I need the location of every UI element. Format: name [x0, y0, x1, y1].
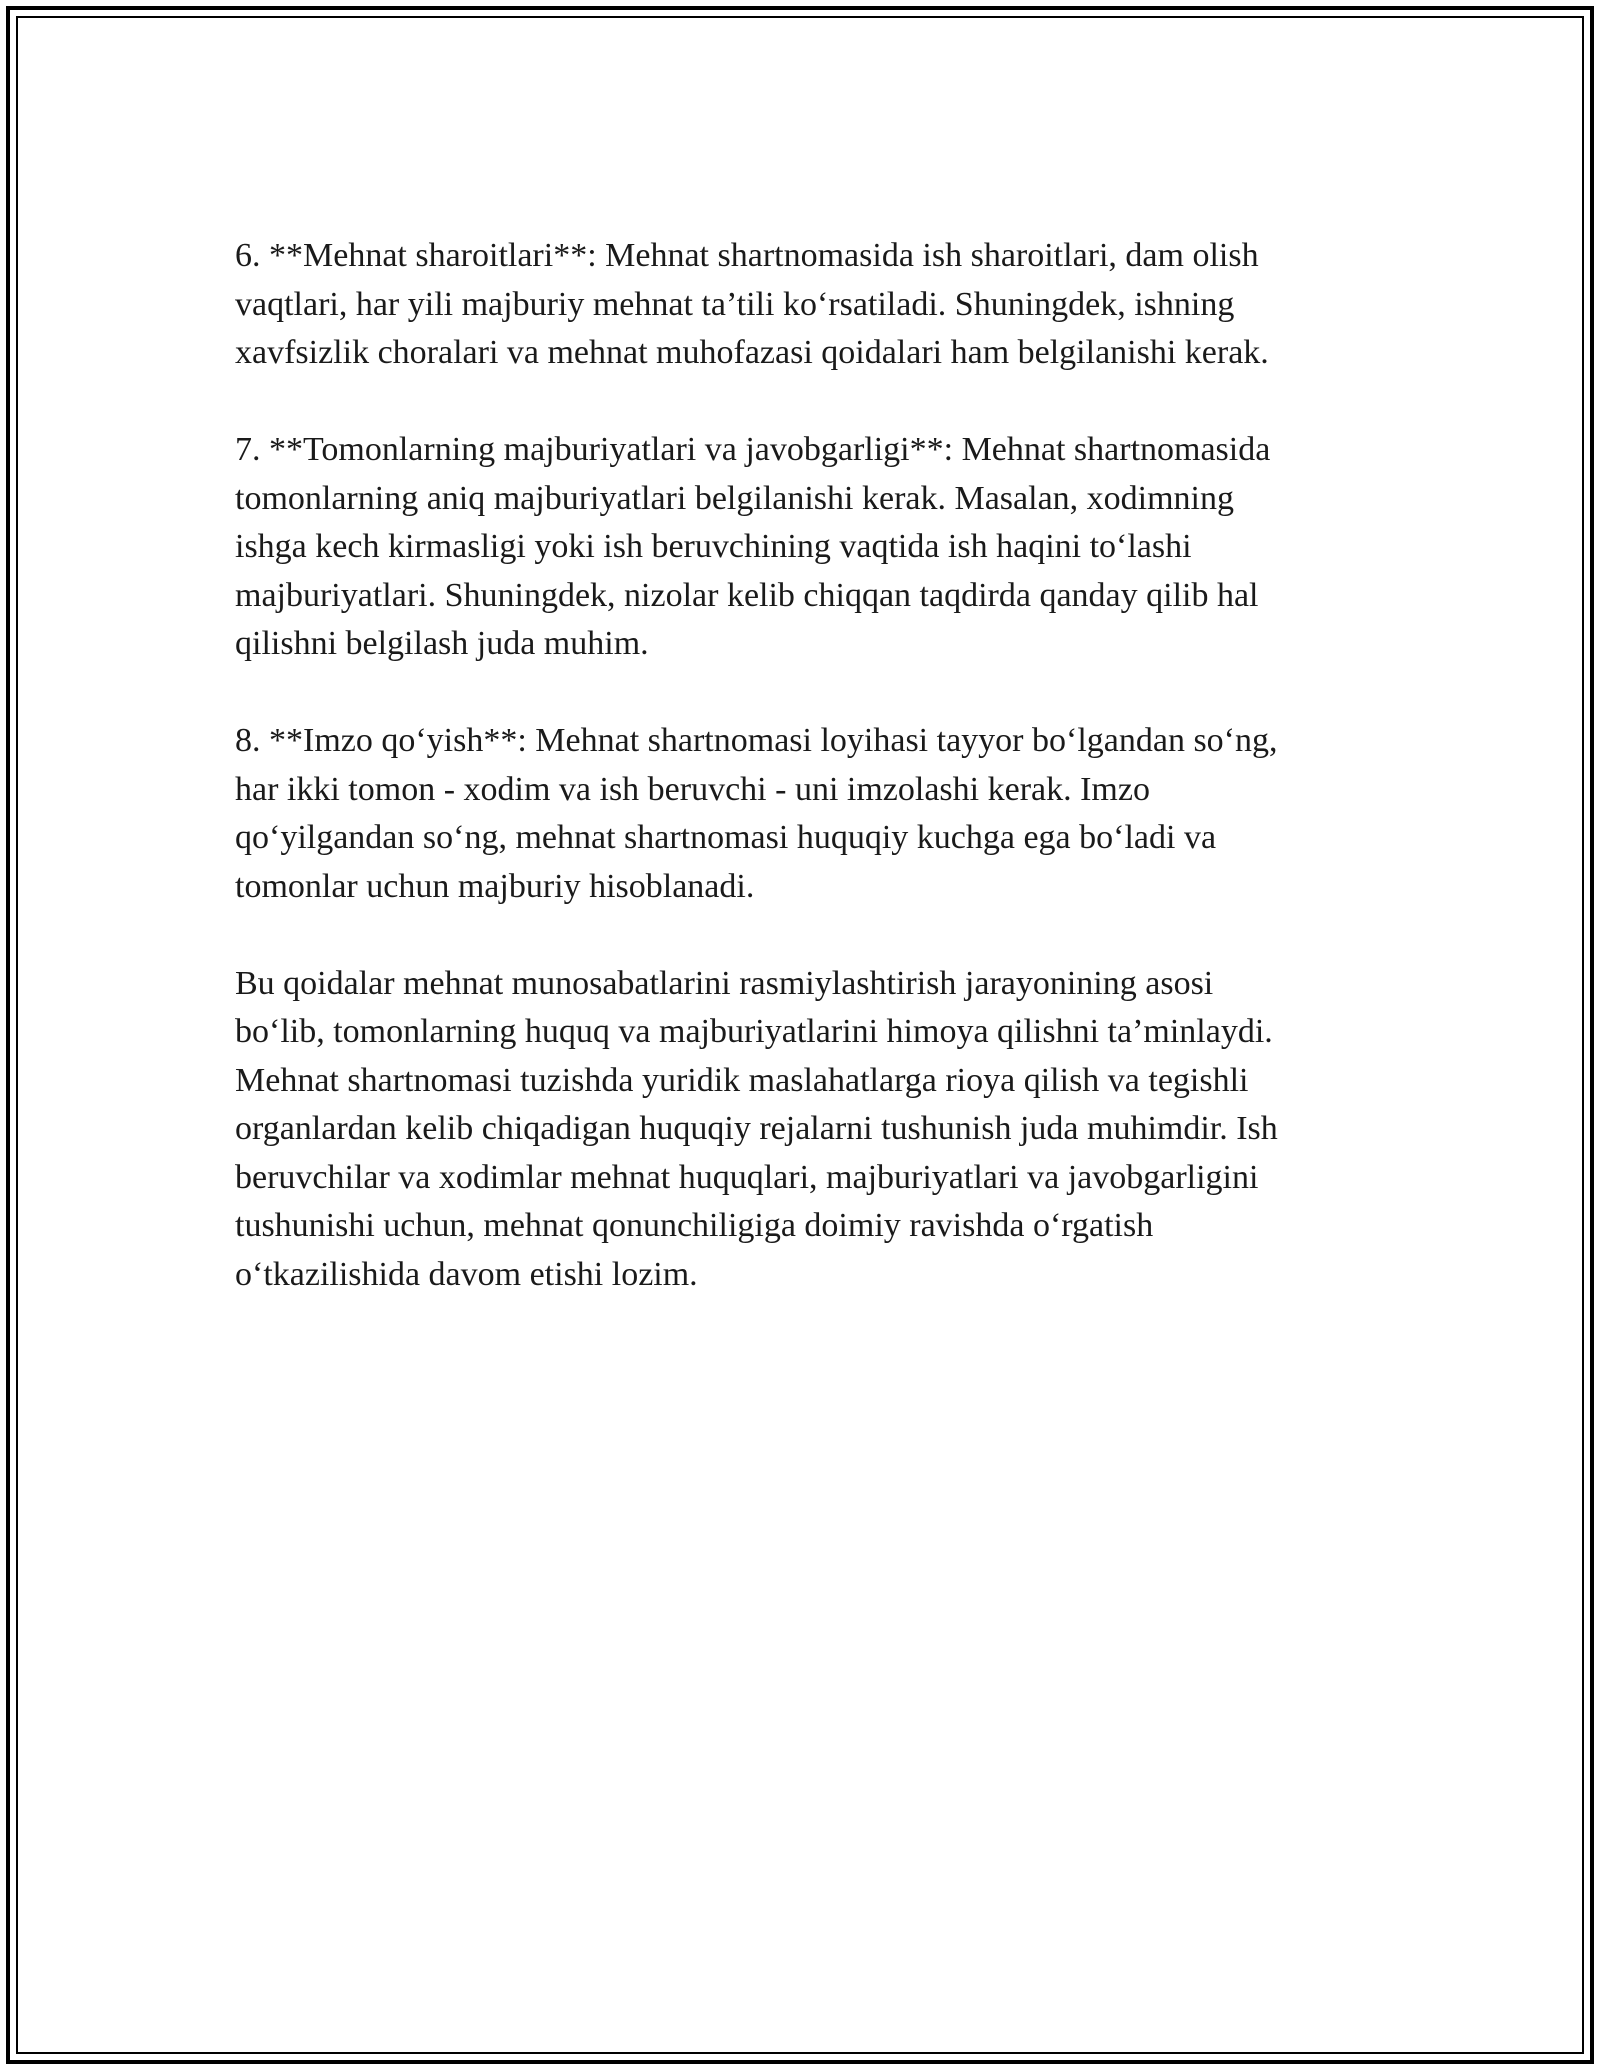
- text-line: tomonlarning aniq majburiyatlari belgilanishi kerak. Masalan, xodimning: [235, 479, 1234, 517]
- paragraph-obligations: [235, 426, 1380, 669]
- paragraph-working-conditions: [235, 232, 1380, 378]
- text-line: vaqtlari, har yili majburiy mehnat ta’tili ko‘rsatiladi. Shuningdek, ishning: [235, 285, 1235, 323]
- text-line: bo‘lib, tomonlarning huquq va majburiyatlarini himoya qilishni ta’minlaydi.: [235, 1013, 1273, 1050]
- text-line: organlardan kelib chiqadigan huquqiy rejalarni tushunish juda muhimdir. Ish: [235, 1110, 1278, 1147]
- text-line: xavfsizlik choralari va mehnat muhofazasi qoidalari ham belgilanishi kerak.: [235, 334, 1269, 371]
- document-body: [235, 232, 1380, 1348]
- text-line: beruvchilar va xodimlar mehnat huquqlari, majburiyatlari va javobgarligini: [235, 1158, 1259, 1196]
- text-line: har ikki tomon - xodim va ish beruvchi - uni imzolashi kerak. Imzo: [235, 770, 1150, 808]
- text-line: tomonlar uchun majburiy hisoblanadi.: [235, 867, 755, 905]
- text-line: o‘tkazilishida davom etishi lozim.: [235, 1255, 698, 1293]
- text-line: tushunishi uchun, mehnat qonunchiligiga doimiy ravishda o‘rgatish: [235, 1207, 1154, 1244]
- text-line: qilishni belgilash juda muhim.: [235, 625, 649, 662]
- text-line: 6. **Mehnat sharoitlari**: Mehnat shartnomasida ish sharoitlari, dam olish: [235, 237, 1259, 274]
- paragraph-conclusion: [235, 960, 1380, 1300]
- text-line: ishga kech kirmasligi yoki ish beruvchining vaqtida ish haqini to‘lashi: [235, 528, 1192, 565]
- text-line: Mehnat shartnomasi tuzishda yuridik maslahatlarga rioya qilish va tegishli: [235, 1061, 1249, 1099]
- text-line: Bu qoidalar mehnat munosabatlarini rasmiylashtirish jarayonining asosi: [235, 964, 1214, 1002]
- text-line: majburiyatlari. Shuningdek, nizolar kelib chiqqan taqdirda qanday qilib hal: [235, 576, 1259, 614]
- text-line: 8. **Imzo qo‘yish**: Mehnat shartnomasi loyihasi tayyor bo‘lgandan so‘ng,: [235, 722, 1278, 759]
- text-line: 7. **Tomonlarning majburiyatlari va javobgarligi**: Mehnat shartnomasida: [235, 431, 1271, 468]
- paragraph-signing: [235, 717, 1380, 911]
- text-line: qo‘yilgandan so‘ng, mehnat shartnomasi huquqiy kuchga ega bo‘ladi va: [235, 819, 1217, 856]
